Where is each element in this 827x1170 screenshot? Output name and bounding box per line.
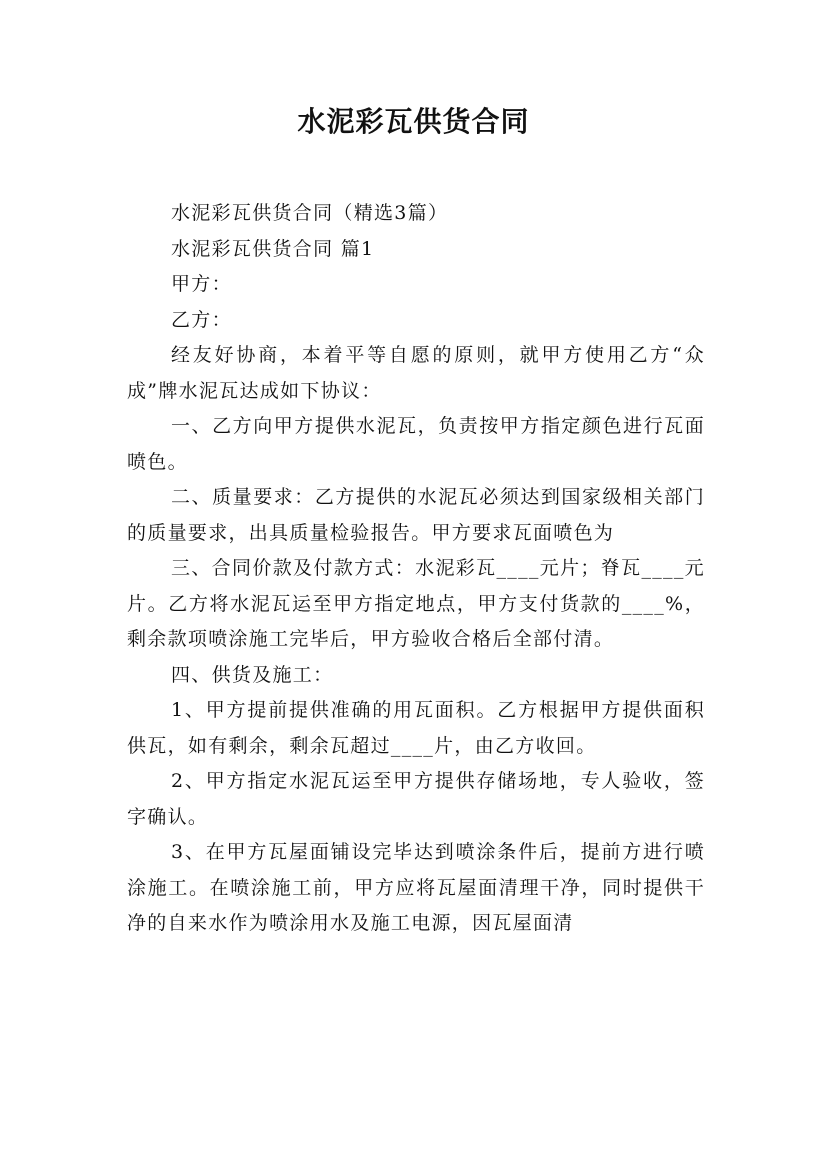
document-title: 水泥彩瓦供货合同 (297, 105, 530, 138)
paragraph-clause-4-item-3: 3、在甲方瓦屋面铺设完毕达到喷涂条件后，提前方进行喷涂施工。在喷涂施工前，甲方应将瓦屋面清理干净，同时提供干净的自来水作为喷涂用水及施工电源，因瓦屋面清 (127, 841, 705, 934)
paragraph-clause-4-item-1: 1、甲方提前提供准确的用瓦面积。乙方根据甲方提供面积供瓦，如有剩余，剩余瓦超过____片，由乙方收回。 (127, 699, 705, 757)
paragraph-clause-2-quality: 二、质量要求：乙方提供的水泥瓦必须达到国家级相关部门的质量要求，出具质量检验报告。甲方要求瓦面喷色为 (127, 486, 705, 544)
document-body (127, 196, 705, 942)
paragraph-clause-1: 一、乙方向甲方提供水泥瓦，负责按甲方指定颜色进行瓦面喷色。 (127, 415, 705, 473)
paragraph-heading-selection: 水泥彩瓦供货合同（精选3篇） (171, 202, 449, 224)
paragraph-heading-part1: 水泥彩瓦供货合同 篇1 (171, 237, 375, 260)
paragraph-party-b: 乙方： (171, 308, 232, 331)
paragraph-clause-3-payment: 三、合同价款及付款方式：水泥彩瓦____元片；脊瓦____元片。乙方将水泥瓦运至甲方指定地点，甲方支付货款的____%，剩余款项喷涂施工完毕后，甲方验收合格后全部付清。 (127, 557, 705, 650)
paragraph-party-a: 甲方： (171, 273, 232, 295)
paragraph-clause-4-item-2: 2、甲方指定水泥瓦运至甲方提供存储场地，专人验收，签字确认。 (127, 770, 705, 828)
paragraph-agreement-intro: 经友好协商，本着平等自愿的原则，就甲方使用乙方“众成”牌水泥瓦达成如下协议： (127, 344, 705, 402)
paragraph-clause-4-heading: 四、供货及施工： (171, 663, 334, 686)
